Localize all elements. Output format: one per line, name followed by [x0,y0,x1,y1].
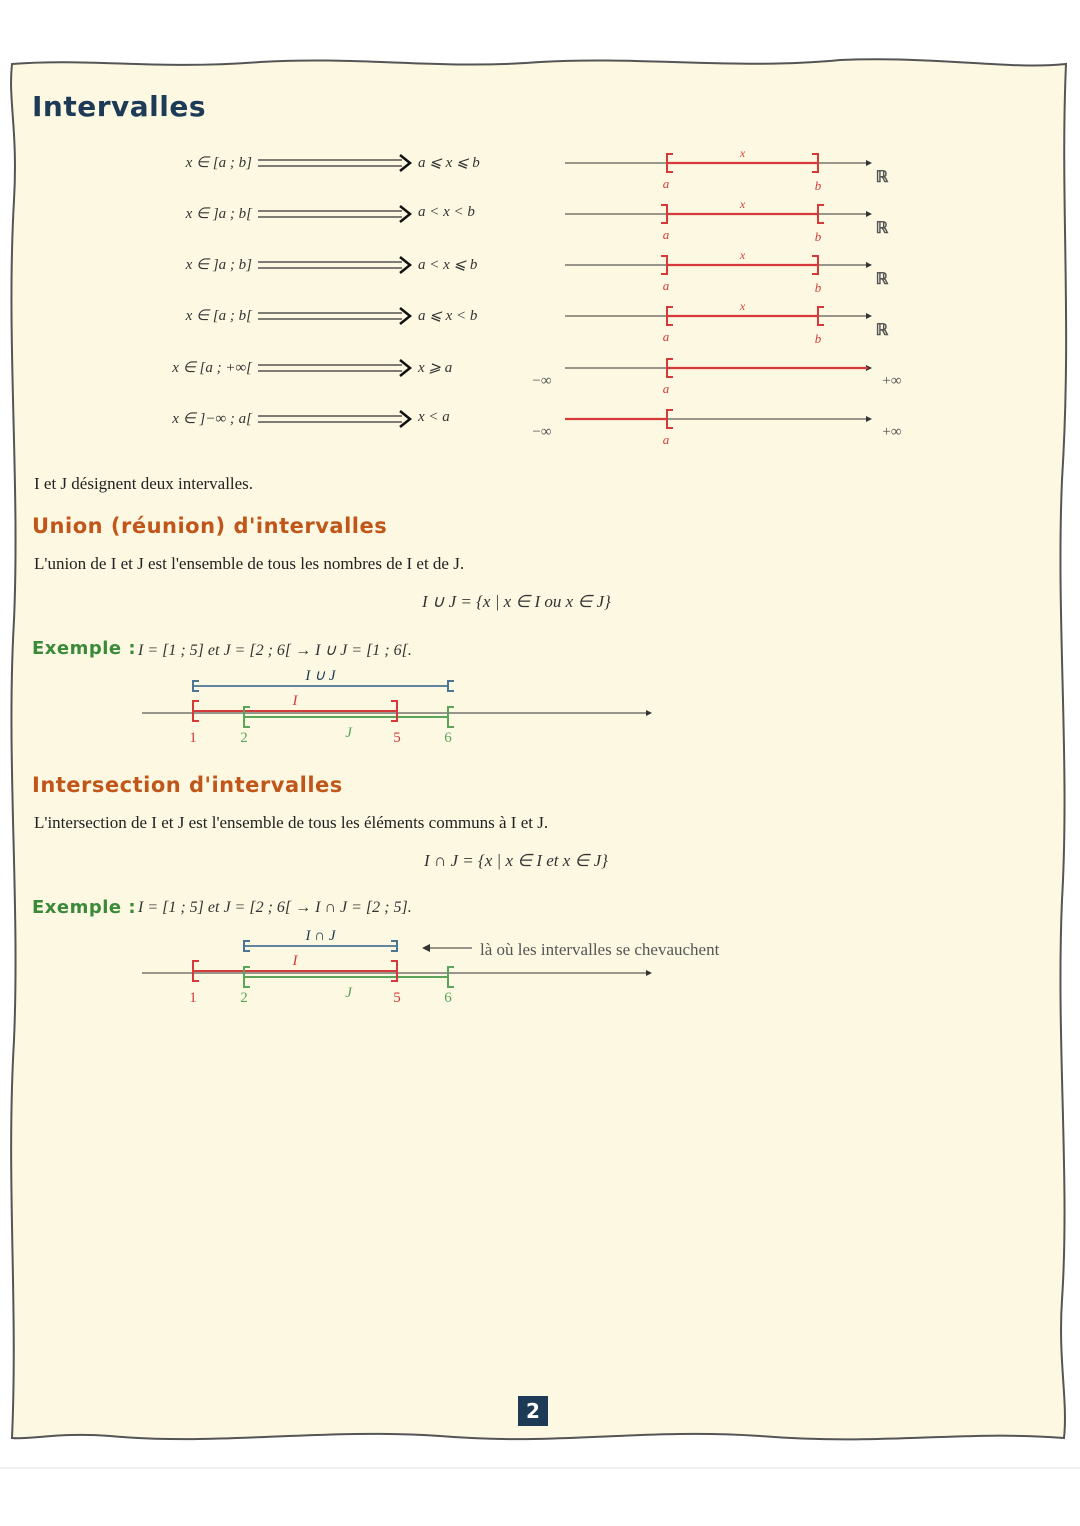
endpoint-label-b: b [814,280,822,295]
tick-label: 6 [444,990,452,1006]
interval-J-label: J [345,725,352,741]
variable-label: x [739,248,746,262]
intro-text: I et J désignent deux intervalles. [34,474,254,493]
tick-label: 5 [393,990,401,1006]
interval-meaning: a < x < b [418,204,475,220]
intersection-example-label: Exemple : [32,897,137,918]
interval-meaning: x < a [418,409,450,425]
endpoint-label-a: a [662,278,670,293]
page-number-badge: 2 [518,1396,548,1426]
interval-notation: x ∈ [a ; b] [185,155,252,171]
interval-meaning: a ⩽ x ⩽ b [418,155,480,171]
union-title: Union (réunion) d'intervalles [32,514,388,538]
interval-notation: x ∈ ]−∞ ; a[ [172,411,252,427]
endpoint-label-a: a [662,381,670,396]
intersection-example-text: I = [1 ; 5] et J = [2 ; 6[ → I ∩ J = [2 ; 5]. [138,899,412,916]
tick-label: 2 [240,990,248,1006]
endpoint-label-a: a [662,227,670,242]
interval-notation: x ∈ ]a ; b[ [185,206,252,222]
tick-label: 5 [393,730,401,746]
tick-label: 1 [189,730,197,746]
union-example-label: Exemple : [32,638,137,659]
endpoint-label-b: b [814,178,822,193]
tick-label: 1 [189,990,197,1006]
interval-I-label: I [292,953,298,969]
intervals-title: Intervalles [32,90,207,123]
interval-meaning: x ⩾ a [418,360,453,376]
interval-meaning: a < x ⩽ b [418,257,478,273]
endpoint-label-a: a [662,432,670,447]
endpoint-label-a: a [662,329,670,344]
union-definition: L'union de I et J est l'ensemble de tous les nombres de I et de J. [34,554,465,573]
interval-notation: x ∈ [a ; +∞[ [172,360,252,376]
intersection-title: Intersection d'intervalles [32,773,343,797]
tick-label: 2 [240,730,248,746]
reals-symbol: ℝ [875,220,889,237]
endpoint-label-b: b [814,331,822,346]
union-example-text: I = [1 ; 5] et J = [2 ; 6[ → I ∪ J = [1 ; 6[. [138,642,412,659]
overlap-annotation: là où les intervalles se chevauchent [480,940,720,959]
torn-paper-border [11,59,1066,1439]
union-formula: I ∪ J = {x | x ∈ I ou x ∈ J} [422,592,611,611]
variable-label: x [739,299,746,313]
intersection-definition: L'intersection de I et J est l'ensemble de tous les éléments communs à I et J. [34,813,549,832]
reals-symbol: ℝ [875,169,889,186]
endpoint-label-a: a [662,176,670,191]
interval-meaning: a ⩽ x < b [418,308,478,324]
variable-label: x [739,146,746,160]
interval-notation: x ∈ [a ; b[ [185,308,252,324]
intersection-formula: I ∩ J = {x | x ∈ I et x ∈ J} [424,851,608,870]
interval-I-label: I [292,693,298,709]
plus-infinity-label: +∞ [882,373,902,389]
variable-label: x [739,197,746,211]
result-label: I ∩ J [305,928,336,944]
interval-J-label: J [345,985,352,1001]
reals-symbol: ℝ [875,322,889,339]
endpoint-label-b: b [814,229,822,244]
plus-infinity-label: +∞ [882,424,902,440]
minus-infinity-label: −∞ [532,424,552,440]
tick-label: 6 [444,730,452,746]
interval-notation: x ∈ ]a ; b] [185,257,252,273]
result-label: I ∪ J [305,668,336,684]
reals-symbol: ℝ [875,271,889,288]
minus-infinity-label: −∞ [532,373,552,389]
